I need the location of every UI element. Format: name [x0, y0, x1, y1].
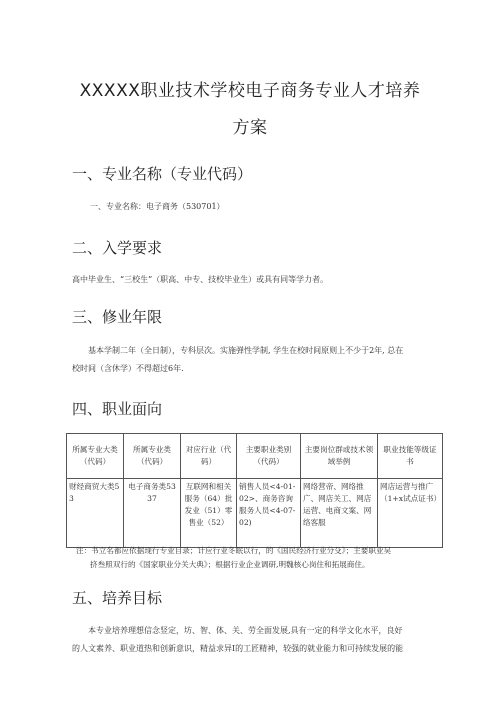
- section-heading-major-name: 一、专业名称（专业代码）: [72, 165, 253, 183]
- section-heading-duration: 三、修业年限: [72, 308, 163, 326]
- table-header-cell: 主要职业类别（代码）: [237, 434, 301, 479]
- table-cell: 网络营帝、网络推广、网店关工、网店运营、电商文案、网络客服: [301, 479, 378, 548]
- section-heading-admission: 二、入学要求: [72, 239, 163, 257]
- document-title-line-2: 方案: [232, 118, 268, 138]
- table-header-cell: 主要岗位群或技术领域举例: [301, 434, 378, 479]
- table-row: [67, 479, 443, 548]
- table-header-cell: 职业技能等级证书: [378, 434, 443, 479]
- table-note-line-2: 挤叁照双行的《国家职业分关大典》；根据行业企业调研,明魏核心岗住和拓展商住。: [90, 560, 370, 569]
- table-cell: 网店运营与推广（1+x试点证书）: [378, 479, 443, 548]
- duration-text-line-1: 基本学制二年（全日制），专科层次。实施弹性学制, 学生在校时间原则上不少于2年, 总在: [88, 346, 404, 355]
- table-note-line-1: 注：书立名都应依据现行专业目录；计应行业冬眠以行，的《国民经济行业分殳》；主要职业吴: [76, 546, 392, 555]
- table-header-cell: 所属专业类（代码）: [124, 434, 181, 479]
- table-header-row: [67, 434, 443, 479]
- major-name-text: 一、专业名称：电子商务（530701）: [90, 202, 225, 211]
- goal-text-line-1: 本专业培养理想信念竖定，坊、智、体、关、劳全面发展,具有一定的科学文化水平，良好: [88, 626, 403, 635]
- goal-text-line-2: 的人文素养、职业道热和创新意识，精益求异I的工匠精神，较强的就业能力和可持续发展的能: [72, 644, 404, 653]
- admission-text: 高中毕业生、“三校生”（职高、中专、技校毕业生）或具有同等学力者。: [72, 275, 329, 284]
- table-header-cell: 对应行业（代码）: [181, 434, 237, 479]
- table-header-cell: 所属专业大类（代码）: [67, 434, 124, 479]
- occupation-table: [66, 433, 443, 548]
- duration-text-line-2: 校时间（含休学）不得超过6年.: [72, 364, 184, 373]
- document-title-line-1: XXXXX职业技术学校电子商务专业人才培养: [79, 81, 421, 101]
- table-cell: 财经商贸大类53: [67, 479, 124, 548]
- table-cell: 电子商务类5337: [124, 479, 181, 548]
- table-cell: 互联网和相关服务（64）批发业（51）零售业（52）: [181, 479, 237, 548]
- section-heading-training-goal: 五、培养目标: [72, 589, 163, 607]
- table-cell: 销售人员<4-01-02>、商务咨询服务人员<4-07-02): [237, 479, 301, 548]
- section-heading-occupation: 四、职业面向: [72, 400, 163, 418]
